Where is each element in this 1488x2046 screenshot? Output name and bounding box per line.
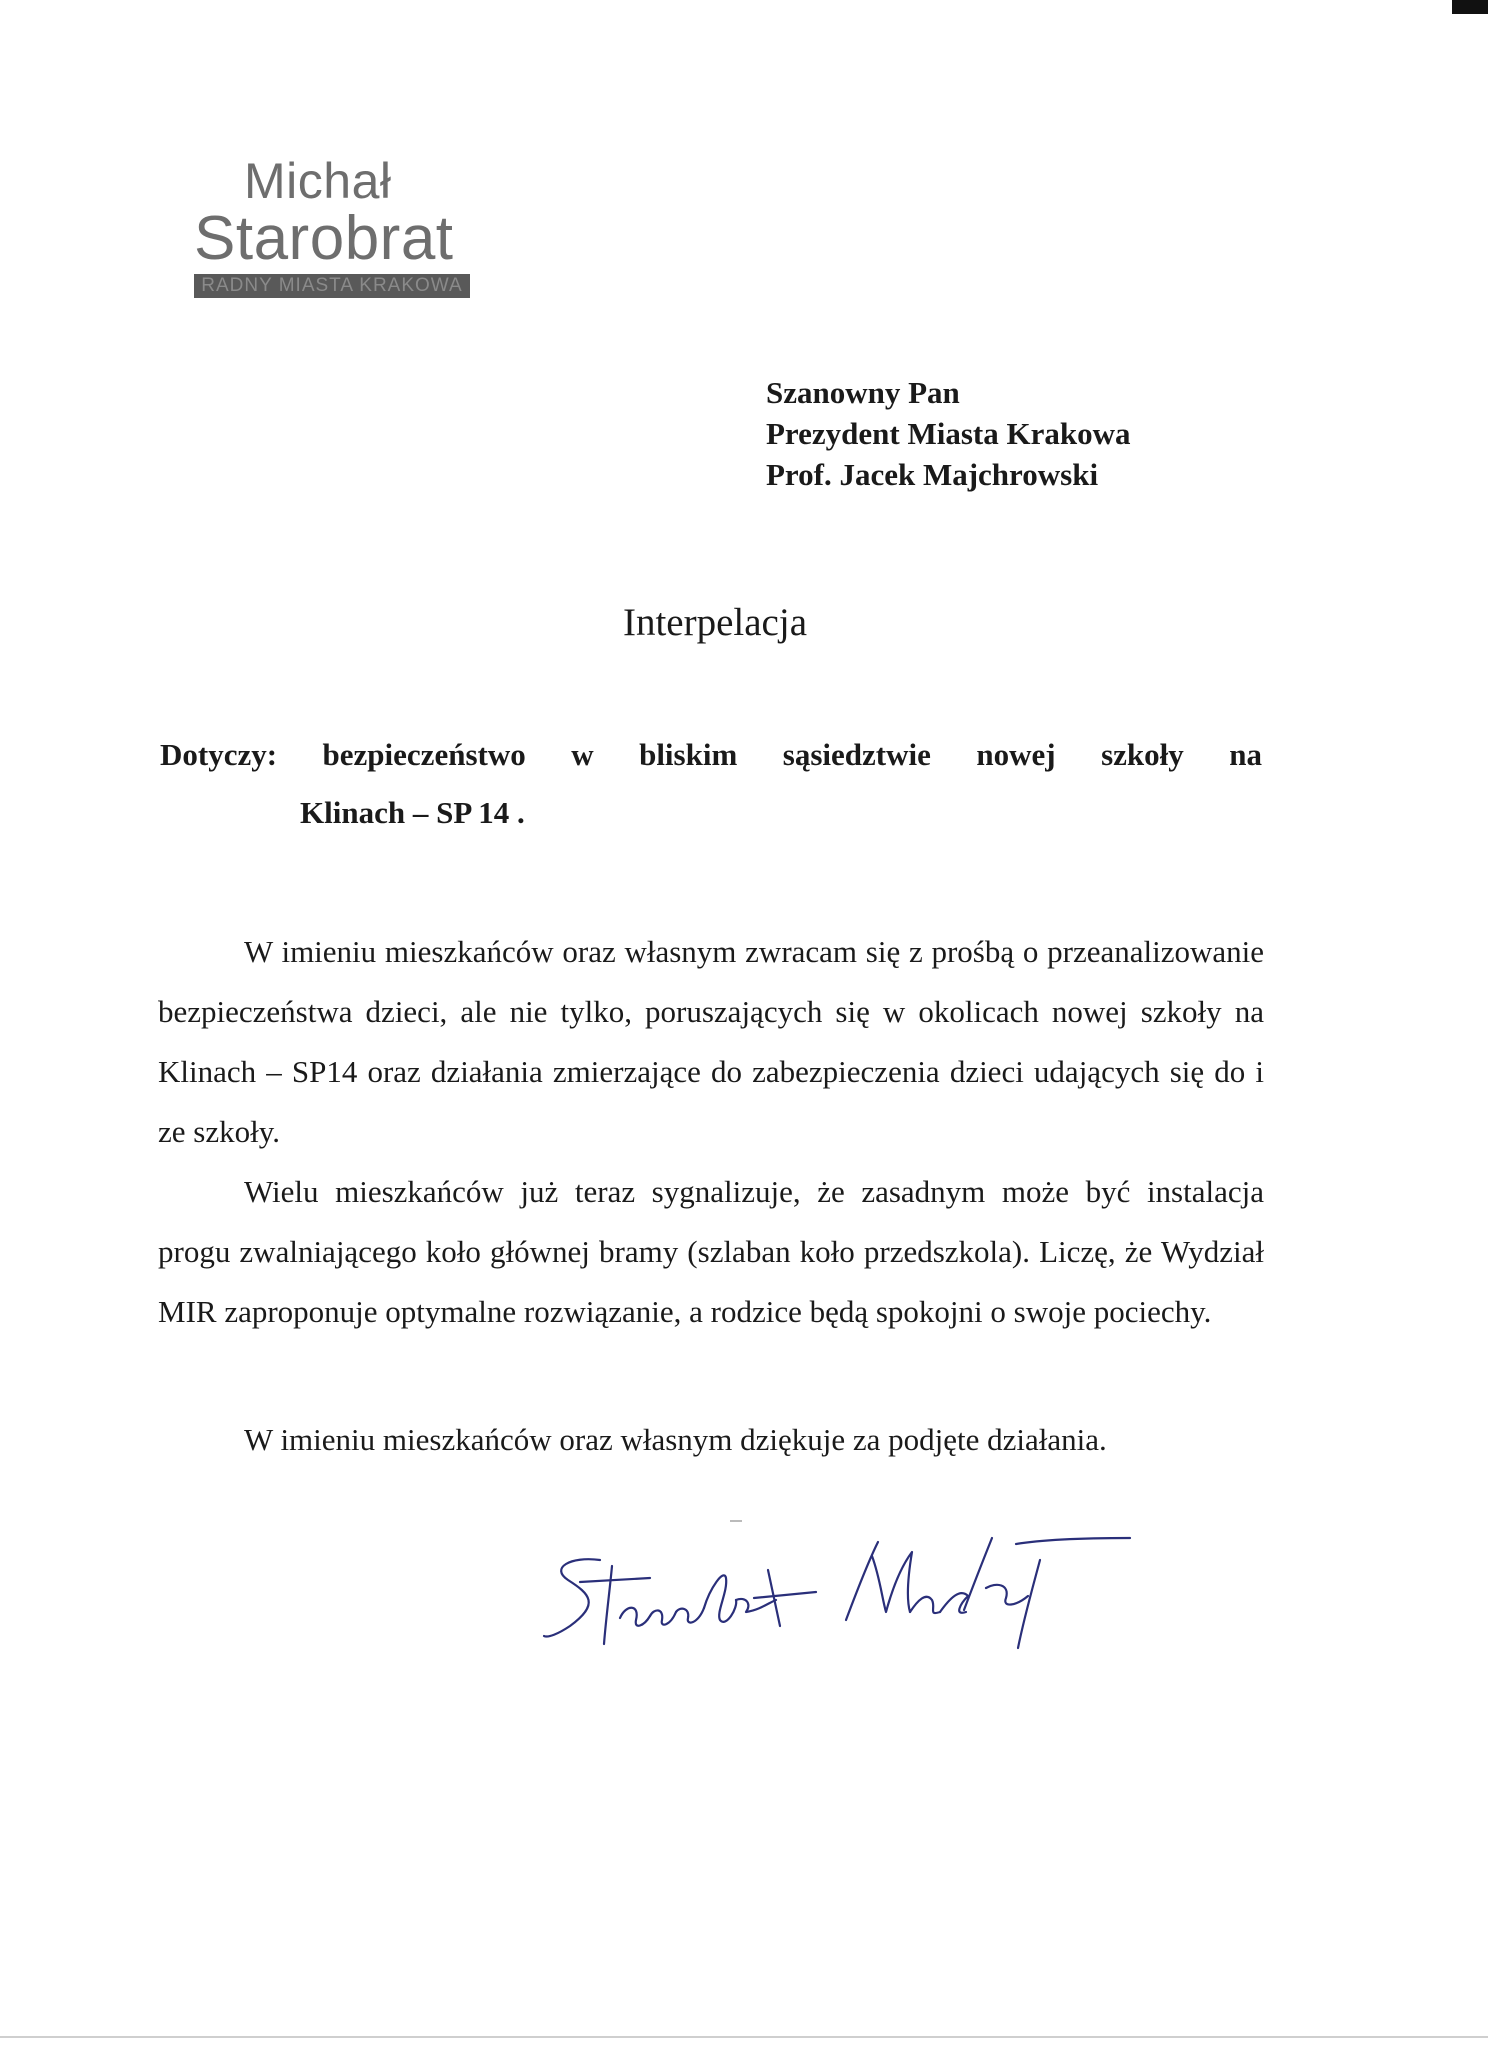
logo-last-name: Starobrat bbox=[194, 204, 454, 273]
document-title: Interpelacja bbox=[622, 601, 808, 644]
subject-word: sąsiedztwie bbox=[782, 737, 931, 772]
handwritten-signature bbox=[540, 1508, 1140, 1668]
letter-body bbox=[158, 922, 1264, 1342]
councillor-logo bbox=[194, 153, 474, 298]
addressee-name: Prof. Jacek Majchrowski bbox=[766, 457, 1099, 492]
addressee-position: Prezydent Miasta Krakowa bbox=[766, 416, 1131, 451]
body-paragraph-1: W imieniu mieszkańców oraz własnym zwracam się z prośbą o przeanalizowanie bezpieczeństwa dzieci, ale nie tylko, poruszających się w okolicach nowej szkoły na Klinach – SP14 oraz działania zmierzające do zabezpieczenia dzieci udających się do i ze szkoły. bbox=[158, 934, 1264, 1149]
closing-line: W imieniu mieszkańców oraz własnym dziękuje za podjęte działania. bbox=[244, 1422, 1107, 1457]
subject-word: nowej bbox=[976, 737, 1056, 772]
logo-tagline: RADNY MIASTA KRAKOWA bbox=[194, 274, 470, 298]
subject-word: szkoły bbox=[1101, 737, 1184, 772]
addressee-salutation: Szanowny Pan bbox=[766, 375, 960, 410]
addressee-block bbox=[766, 372, 1130, 495]
scan-mark bbox=[1452, 0, 1488, 14]
logo-first-name: Michał bbox=[244, 153, 392, 209]
subject-line-2: Klinach – SP 14 . bbox=[300, 795, 525, 830]
subject-word: bliskim bbox=[639, 737, 738, 772]
body-paragraph-2: Wielu mieszkańców już teraz sygnalizuje, że zasadnym może być instalacja progu zwalniającego koło głównej bramy (szlaban koło przedszkola). Liczę, że Wydział MIR zaproponuje optymalne rozwiązanie, a rodzice będą spokojni o swoje pociechy. bbox=[158, 1174, 1264, 1329]
subject-word: bezpieczeństwo bbox=[322, 737, 526, 772]
subject-line-1 bbox=[160, 726, 1262, 784]
subject-word: na bbox=[1229, 737, 1262, 772]
subject-block bbox=[160, 726, 1262, 842]
scan-edge bbox=[0, 2036, 1488, 2038]
subject-label: Dotyczy: bbox=[160, 737, 278, 772]
subject-word: w bbox=[571, 737, 594, 772]
